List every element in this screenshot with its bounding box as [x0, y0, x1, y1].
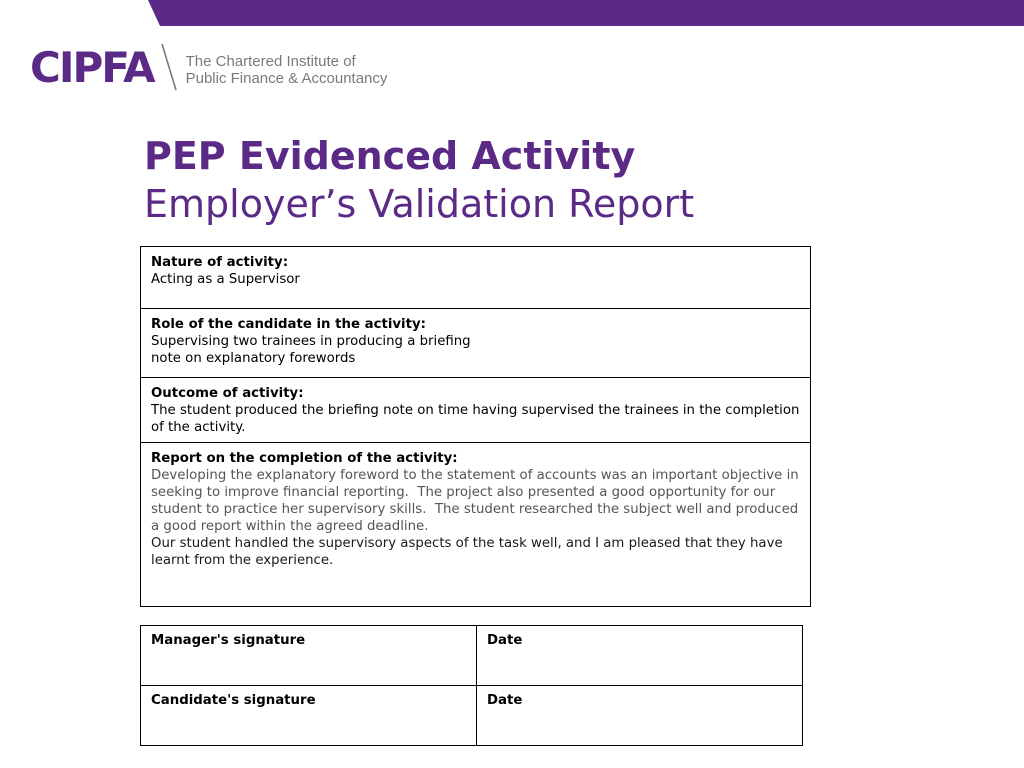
row-label: Outcome of activity:: [151, 386, 304, 401]
candidate-signature-field[interactable]: Candidate's signature: [141, 686, 477, 746]
row-text: Our student handled the supervisory aspects of the task well, and I am pleased that they have learnt from the experience.: [151, 536, 787, 568]
cipfa-logo: [30, 42, 387, 94]
row-text: Developing the explanatory foreword to the statement of accounts was an important objective in seeking to improve financial reporting. The project also presented a good opportunity for our student to practice her supervisory skills. The student researched the subject well and produced a good report within the agreed deadline.: [151, 468, 803, 534]
row-label: Role of the candidate in the activity:: [151, 317, 426, 332]
table-row: [141, 686, 803, 746]
table-row: [141, 443, 811, 607]
table-row: [141, 247, 811, 309]
header-band: [0, 0, 1024, 26]
outcome-cell: [141, 378, 811, 443]
logo-wordmark: CIPFA: [30, 43, 154, 92]
logo-divider-icon: [150, 42, 190, 94]
validation-report-table: [140, 246, 811, 607]
table-row: [141, 309, 811, 378]
row-text: Acting as a Supervisor: [151, 272, 300, 287]
signature-table: [140, 625, 803, 746]
manager-signature-field[interactable]: Manager's signature: [141, 626, 477, 686]
table-row: [141, 626, 803, 686]
manager-date-field[interactable]: Date: [477, 626, 803, 686]
completion-report-cell: [141, 443, 811, 607]
table-row: [141, 378, 811, 443]
candidate-date-field[interactable]: Date: [477, 686, 803, 746]
page-subtitle: Employer’s Validation Report: [144, 182, 695, 226]
row-label: Nature of activity:: [151, 255, 289, 270]
logo-org-name: [186, 53, 388, 87]
candidate-role-cell: [141, 309, 811, 378]
row-text: The student produced the briefing note on time having supervised the trainees in the completion of the activity.: [151, 403, 804, 435]
row-text: Supervising two trainees in producing a briefing note on explanatory forewords: [151, 334, 471, 366]
logo-org-line-2: Public Finance & Accountancy: [185, 70, 388, 87]
logo-org-line-1: The Chartered Institute of: [185, 53, 356, 70]
row-label: Report on the completion of the activity:: [151, 451, 458, 466]
page-title: PEP Evidenced Activity: [144, 134, 636, 178]
nature-of-activity-cell: [141, 247, 811, 309]
